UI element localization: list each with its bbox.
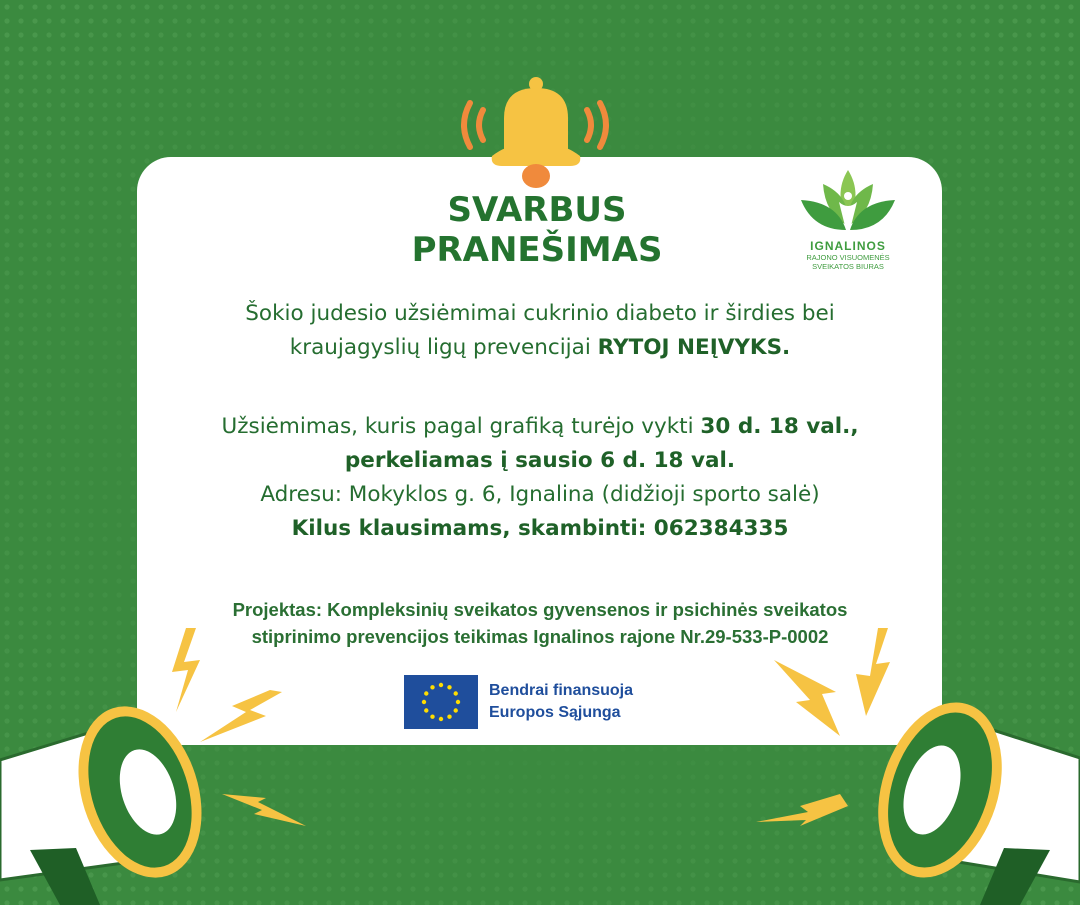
eu-flag-icon xyxy=(404,675,478,729)
logo-text-line-2: RAJONO VISUOMENĖS xyxy=(806,253,890,262)
eu-funding-label xyxy=(489,680,633,724)
eu-star xyxy=(424,708,428,712)
contact-line xyxy=(140,512,940,546)
contact-phone: Kilus klausimams, skambinti: 062384335 xyxy=(291,516,789,541)
logo-text xyxy=(793,240,903,271)
project-info xyxy=(140,596,940,650)
project-line-1: Projektas: Kompleksinių sveikatos gyvensenos ir psichinės sveikatos xyxy=(232,599,848,620)
title-line-1: SVARBUS xyxy=(447,190,627,230)
p1-line-2 xyxy=(140,331,940,365)
eu-star xyxy=(430,685,434,689)
eu-star xyxy=(447,715,451,719)
eu-star xyxy=(439,717,443,721)
page-title xyxy=(290,190,784,270)
eu-star xyxy=(454,691,458,695)
p1-line-2-bold: RYTOJ NEĮVYKS. xyxy=(597,335,791,360)
eu-line-1: Bendrai finansuoja xyxy=(489,682,634,699)
eu-star xyxy=(456,700,460,704)
p1-line-1: Šokio judesio užsiėmimai cukrinio diabeto ir širdies bei xyxy=(245,301,835,326)
p2-line-2-bold: perkeliamas į sausio 6 d. 18 val. xyxy=(344,448,736,473)
p2-line-1 xyxy=(140,410,940,444)
p1-line-2-text: kraujagyslių ligų prevencijai xyxy=(289,335,598,360)
eu-star xyxy=(447,685,451,689)
eu-star xyxy=(430,715,434,719)
project-line-2: stiprinimo prevencijos teikimas Ignalinos rajone Nr.29-533-P-0002 xyxy=(251,626,829,647)
cancellation-paragraph xyxy=(140,297,940,365)
eu-star xyxy=(422,700,426,704)
p2-line-2 xyxy=(140,444,940,478)
p2-line-1-text: Užsiėmimas, kuris pagal grafiką turėjo vykti xyxy=(221,414,701,439)
title-line-2: PRANEŠIMAS xyxy=(411,230,663,270)
eu-star xyxy=(424,691,428,695)
eu-star xyxy=(439,683,443,687)
p2-line-1-bold: 30 d. 18 val., xyxy=(700,414,859,439)
eu-line-2: Europos Sąjunga xyxy=(489,704,621,721)
logo-text-line-1: IGNALINOS xyxy=(810,239,886,253)
logo-text-line-3: SVEIKATOS BIURAS xyxy=(812,262,884,271)
address-line: Adresu: Mokyklos g. 6, Ignalina (didžioji sporto salė) xyxy=(260,482,820,507)
reschedule-paragraph xyxy=(140,410,940,546)
eu-star xyxy=(454,708,458,712)
